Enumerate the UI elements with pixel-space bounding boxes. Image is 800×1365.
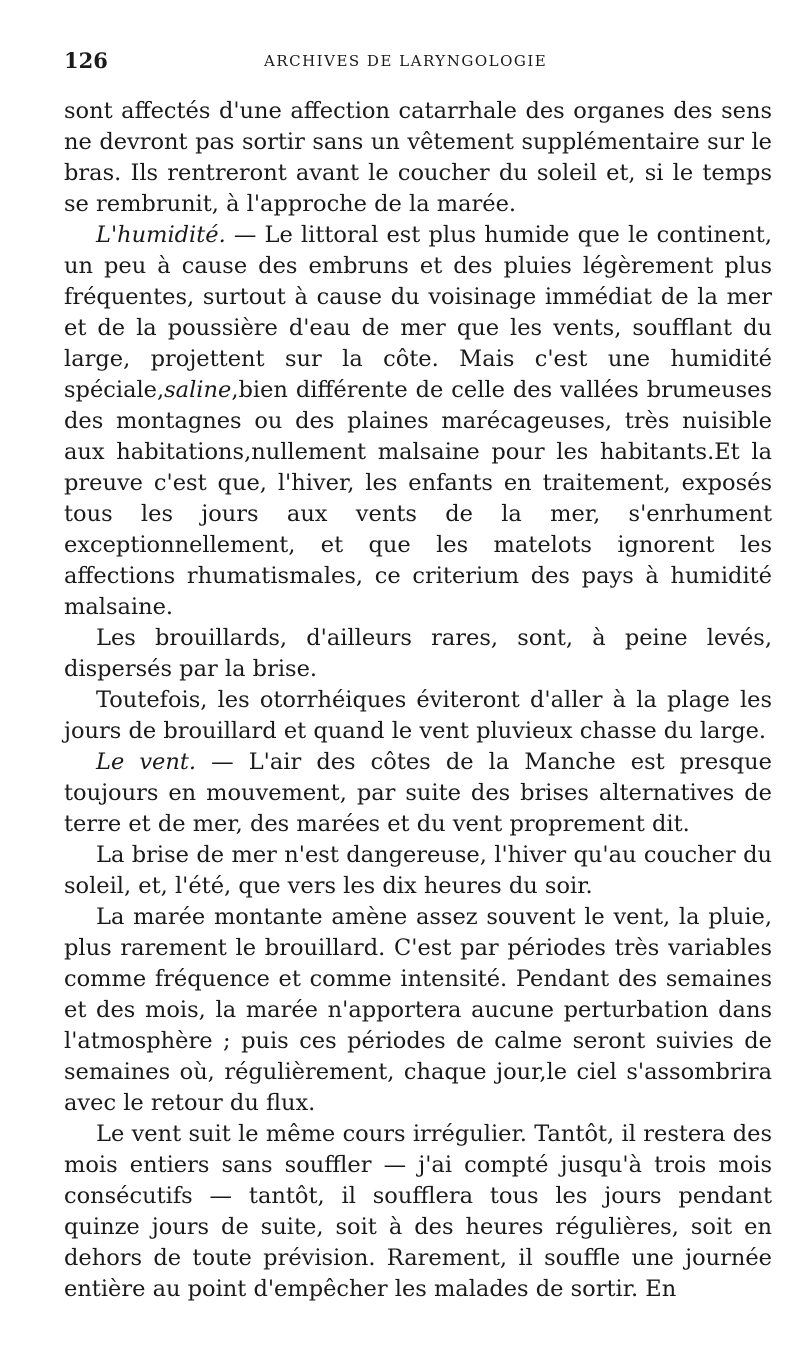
running-head bbox=[64, 48, 764, 76]
emphasis-saline: saline bbox=[164, 377, 232, 403]
paragraph-vent bbox=[64, 747, 772, 840]
paragraph-continuation: sont affectés d'une affection catarrhale des organes des sens ne devront pas sortir sans un vêtement supplémentaire sur le bras. Ils rentreront avant le coucher du soleil et, si le temps se rembrunit, à l'approche de la marée. bbox=[64, 98, 772, 217]
paragraph-brouillards: Les brouillards, d'ailleurs rares, sont, à peine levés, dispersés par la brise. bbox=[64, 625, 772, 682]
paragraph-text: — Le littoral est plus humide que le continent, un peu à cause des embruns et des pluies légèrement plus fréquentes, surtout à cause du voisinage immédiat de la mer et de la poussière d'eau de mer que les vents, soufflant du large, projettent sur la côte. Mais c'est une humidité spéciale, bbox=[64, 222, 772, 403]
paragraph-brise: La brise de mer n'est dangereuse, l'hiver qu'au coucher du soleil, et, l'été, que vers les dix heures du soir. bbox=[64, 842, 772, 899]
paragraph-maree: La marée montante amène assez souvent le vent, la pluie, plus rarement le brouillard. C'est par périodes très variables comme fréquence et comme intensité. Pendant des semaines et des mois, la marée n'apportera aucune perturbation dans l'atmosphère ; puis ces périodes de calme seront suivies de semaines où, régulièrement, chaque jour,le ciel s'assombrira avec le retour du flux. bbox=[64, 904, 772, 1116]
paragraph-vent-cours: Le vent suit le même cours irrégulier. Tantôt, il restera des mois entiers sans souffler — j'ai compté jusqu'à trois mois consécutifs — tantôt, il soufflera tous les jours pendant quinze jours de suite, soit à des heures régulières, soit en dehors de toute prévision. Rarement, il souffle une journée entière au point d'empêcher les malades de sortir. En bbox=[64, 1121, 772, 1302]
paragraph-text: ,bien différente de celle des vallées brumeuses des montagnes ou des plaines marécageuses, très nuisible aux habitations,nullement malsaine pour les habitants.Et la preuve c'est que, l'hiver, les enfants en traitement, exposés tous les jours aux vents de la mer, s'enrhument exceptionnellement, et que les matelots ignorent les affections rhumatismales, ce criterium des pays à humidité malsaine. bbox=[64, 377, 772, 620]
section-heading-humidite: L'humidité. bbox=[96, 222, 226, 248]
page-number: 126 bbox=[64, 48, 108, 73]
paragraph-text: — L'air des côtes de la Manche est presque toujours en mouvement, par suite des brises alternatives de terre et de mer, des marées et du vent proprement dit. bbox=[64, 749, 772, 837]
section-heading-vent: Le vent. bbox=[96, 749, 197, 775]
journal-title: ARCHIVES DE LARYNGOLOGIE bbox=[264, 52, 548, 70]
paragraph-otorrheiques: Toutefois, les otorrhéiques éviteront d'aller à la plage les jours de brouillard et quand le vent pluvieux chasse du large. bbox=[64, 687, 772, 744]
paragraph-humidite bbox=[64, 220, 772, 623]
body-text bbox=[64, 96, 772, 1305]
